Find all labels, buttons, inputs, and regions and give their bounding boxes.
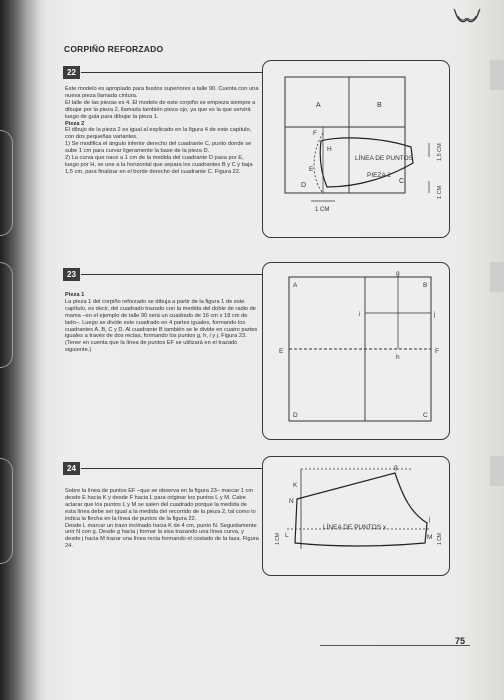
right-edge-tab-1 xyxy=(490,60,504,90)
side-tab-2 xyxy=(0,262,13,368)
figure-24-drawing xyxy=(263,457,449,575)
point-e-label: E xyxy=(309,166,314,173)
side-tab-3 xyxy=(0,458,13,564)
point-j-label: j xyxy=(434,311,436,318)
point-j-label-24: j xyxy=(429,516,431,523)
figure-23 xyxy=(262,262,450,440)
side-tab-1 xyxy=(0,130,13,236)
figure-badge-23: 23 xyxy=(63,268,80,281)
section-rule-23 xyxy=(81,274,268,275)
piece-2-label: PIEZA 2 xyxy=(367,172,391,179)
paragraph: Este modelo es apropiado para bustos superiores a talle 90. Cuenta con una nueva pieza llamada cintura. xyxy=(65,86,259,99)
quadrant-a-label-23: A xyxy=(293,282,298,289)
quadrant-d-label-23: D xyxy=(293,412,298,419)
paragraph: Desde L marcar un trazo inclinado hacia K de 4 cm, punto N. Seguidamente unir N con g. Desde g hacia j formar la sisa trazando una línea curva, y desde j hacia M trazar una línea recta formando el costado de la taza. Figura 24. xyxy=(65,522,259,550)
section-text-23 xyxy=(65,292,259,354)
paragraph: Sobre la línea de puntos EF –que se observa en la figura 23– marcar 1 cm desde E hacia K y desde F hacia L para originar los puntos L y M. Cabe aclarar que los puntos L y M se salen del cuadrado porque la medida de esta línea debe ser igual a la medida del recorrido de la pieza 2, tal como lo indica la flecha en la línea de puntos de la figura 22. xyxy=(65,488,256,522)
measure-left-24: 1 CM xyxy=(275,533,281,545)
figure-24 xyxy=(262,456,450,576)
quadrant-c-label: C xyxy=(399,178,405,185)
paragraph: El dibujo de la pieza 2 es igual al explicado en la figura 4 de este capítulo, con dos pequeñas variantes. xyxy=(65,127,252,141)
point-f-label: F xyxy=(313,130,317,137)
point-m-label: M xyxy=(427,534,433,541)
figure-22-drawing xyxy=(263,61,449,237)
bra-logo-icon xyxy=(452,8,482,30)
quadrant-b-label-23: B xyxy=(423,282,428,289)
paragraph: Pieza 2 xyxy=(65,120,85,127)
footer-rule xyxy=(320,645,470,646)
figure-badge-22: 22 xyxy=(63,66,80,79)
measure-right-upper: 1,5 CM xyxy=(437,143,443,161)
quadrant-d-label: D xyxy=(301,182,307,189)
point-f-label-23: F xyxy=(435,348,439,355)
point-h-label: H xyxy=(327,146,332,153)
quadrant-b-label: B xyxy=(377,102,382,109)
right-edge-tab-3 xyxy=(490,456,504,486)
quadrant-a-label: A xyxy=(316,102,321,109)
dotted-line-label: LÍNEA DE PUNTOS xyxy=(355,155,414,162)
section-text-22 xyxy=(65,86,259,176)
section-text-24 xyxy=(65,488,259,550)
paragraph: 1) Se modifica el ángulo inferior derecho del cuadrante C, punto donde se sube 1 cm para curvar ligeramente la base de la pieza D. xyxy=(65,141,252,155)
point-i-label: i xyxy=(359,311,361,318)
point-g-label: g xyxy=(396,270,400,277)
measure-right-24: 1 CM xyxy=(437,533,443,545)
paragraph: El talle de las piezas es 4. El modelo de este corpiño se empieza siempre a dibujar por la pieza 2, llamada también pieza ojo, ya que es la que servirá luego de guía para dibujar la pieza 1. xyxy=(65,99,256,120)
point-g-label-24: g xyxy=(394,464,398,471)
point-k-label: K xyxy=(293,482,298,489)
dotted-line-label-24: LÍNEA DE PUNTOS x xyxy=(323,524,387,531)
section-rule-24 xyxy=(81,468,268,469)
measure-bottom: 1 CM xyxy=(315,207,330,213)
figure-badge-24: 24 xyxy=(63,462,80,475)
paragraph: La pieza 1 del corpiño reforzado se dibuja a partir de la figura 1 de este capítulo, es decir, del cuadrado trazado con la medida del doble de radio de mama –en el ejemplo de talle 90 será un cuadrado de 16 cm x 18 cm de lado–. Luego se divide este cuadrado en 4 partes iguales, formando los cuadrantes A, B, C y D. Al cuadrante B también se le divide en cuatro partes iguales a través de dos rectas, formando los puntos g, h, i y j. Figura 23. (Tener en cuenta que la línea de puntos EF se utilizará en el trazado siguiente.) xyxy=(65,298,258,354)
point-l-label: L xyxy=(285,532,289,539)
measure-right-lower: 1 CM xyxy=(437,185,443,199)
paragraph: 2) La curva que nace a 1 cm de la medida del cuadrante D pasa por E, luego por H, se une a la horizontal que separa los cuadrantes B y C y baja 1,5 cm, para finalizar en el borde derecho del cuadrante C. Figura 22. xyxy=(65,155,253,175)
figure-23-drawing xyxy=(263,263,449,439)
section-heading: CORPIÑO REFORZADO xyxy=(64,44,164,54)
page-number: 75 xyxy=(455,636,466,646)
right-edge-tab-2 xyxy=(490,262,504,292)
point-e-label-23: E xyxy=(279,348,284,355)
point-h-label-23: h xyxy=(396,354,400,361)
section-rule-22 xyxy=(81,72,268,73)
paragraph: Pieza 1 xyxy=(65,292,85,298)
point-n-label: N xyxy=(289,498,294,505)
quadrant-c-label-23: C xyxy=(423,412,428,419)
figure-22 xyxy=(262,60,450,238)
